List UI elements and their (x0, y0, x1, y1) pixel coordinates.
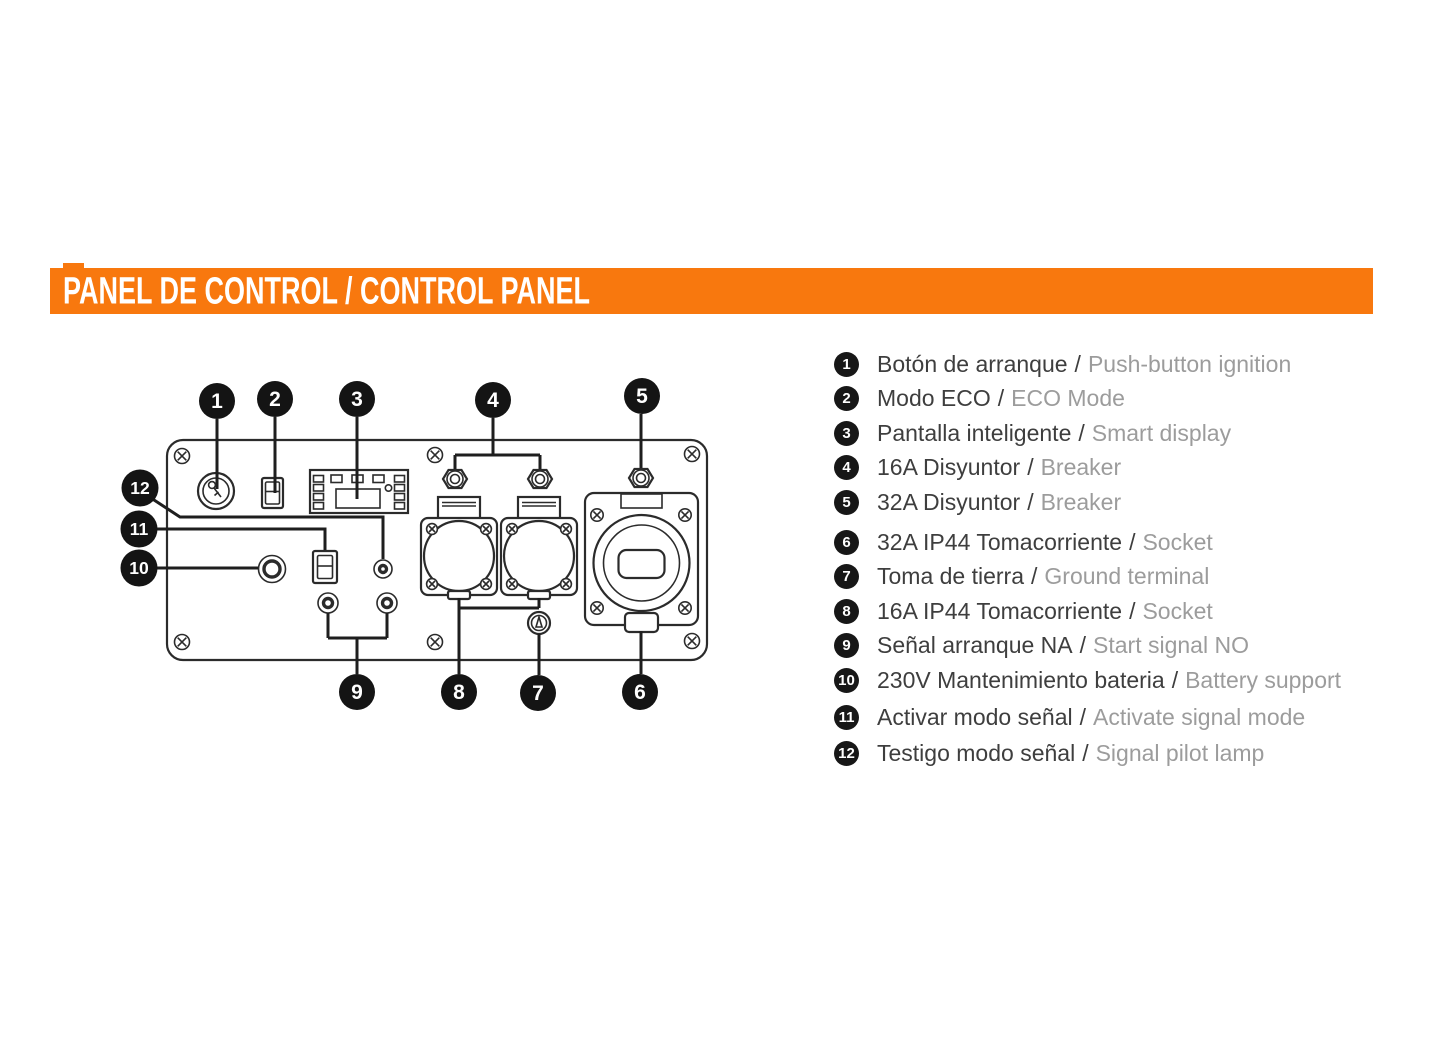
svg-text:9: 9 (351, 681, 363, 704)
legend-label-en: Battery support (1185, 666, 1342, 693)
legend-label-es: Señal arranque NA (877, 631, 1073, 658)
legend-separator: / (997, 384, 1005, 411)
legend-number-badge: 5 (834, 490, 859, 515)
svg-text:6: 6 (634, 681, 646, 704)
legend-separator: / (1074, 350, 1081, 377)
legend-label-en: Breaker (1040, 488, 1122, 515)
legend-label-es: 230V Mantenimiento bateria (877, 666, 1165, 693)
legend-item (834, 488, 1121, 516)
legend-number-badge: 1 (834, 352, 859, 377)
legend-label-es: Botón de arranque (877, 350, 1068, 377)
legend-label-es: Toma de tierra (877, 562, 1025, 589)
legend-number-badge: 8 (834, 599, 859, 624)
legend-item (834, 419, 1231, 447)
legend-item (834, 597, 1213, 625)
legend-separator: / (1129, 528, 1136, 555)
legend-label-en: Breaker (1040, 453, 1122, 480)
legend-separator: / (1079, 703, 1086, 730)
svg-text:12: 12 (130, 478, 150, 498)
legend-label-es: 16A IP44 Tomacorriente (877, 597, 1123, 624)
legend-separator: / (1031, 562, 1038, 589)
legend-number-badge: 2 (834, 386, 859, 411)
legend-label-en: Push-button ignition (1087, 350, 1292, 377)
legend-separator: / (1078, 419, 1085, 446)
legend-label-en: ECO Mode (1011, 384, 1125, 411)
legend-item (834, 666, 1341, 694)
legend-item (834, 384, 1125, 412)
legend-separator: / (1027, 488, 1034, 515)
legend-item (834, 350, 1291, 378)
legend-label-en: Start signal NO (1093, 631, 1249, 658)
legend-separator: / (1027, 453, 1034, 480)
legend-number-badge: 9 (834, 633, 859, 658)
legend-number-badge: 6 (834, 530, 859, 555)
legend-number-badge: 3 (834, 421, 859, 446)
legend-separator: / (1129, 597, 1136, 624)
section-title: PANEL DE CONTROL / CONTROL PANEL (63, 268, 591, 312)
legend-label-en: Socket (1142, 597, 1213, 624)
svg-text:11: 11 (129, 519, 149, 539)
legend-item (834, 528, 1213, 556)
svg-text:10: 10 (129, 558, 149, 578)
legend-label-en: Activate signal mode (1092, 703, 1306, 730)
legend-number-badge: 4 (834, 455, 859, 480)
legend-label-es: 16A Disyuntor (877, 453, 1021, 480)
legend-label-en: Smart display (1091, 419, 1232, 446)
svg-text:2: 2 (269, 388, 281, 411)
svg-text:7: 7 (532, 682, 544, 705)
legend-label-es: 32A IP44 Tomacorriente (877, 528, 1123, 555)
legend-label-en: Ground terminal (1044, 562, 1210, 589)
legend-separator: / (1079, 631, 1087, 658)
legend-item (834, 631, 1249, 659)
legend-number-badge: 7 (834, 564, 859, 589)
legend-number-badge: 11 (834, 705, 859, 730)
legend-label-es: 32A Disyuntor (877, 488, 1021, 515)
legend-number-badge: 10 (834, 668, 859, 693)
legend-label-en: Signal pilot lamp (1095, 739, 1265, 766)
svg-text:4: 4 (487, 389, 499, 412)
legend-item (834, 562, 1209, 590)
svg-text:5: 5 (636, 385, 648, 408)
legend-label-es: Activar modo señal (877, 703, 1073, 730)
svg-text:3: 3 (351, 388, 363, 411)
legend-item (834, 703, 1305, 731)
legend-label-es: Modo ECO (877, 384, 991, 411)
legend-number-badge: 12 (834, 741, 859, 766)
legend-label-es: Testigo modo señal (877, 739, 1076, 766)
legend-label-en: Socket (1142, 528, 1213, 555)
legend-item (834, 739, 1264, 767)
svg-text:8: 8 (453, 681, 465, 704)
legend-separator: / (1082, 739, 1089, 766)
legend-item (834, 453, 1121, 481)
legend-label-es: Pantalla inteligente (877, 419, 1072, 446)
legend-separator: / (1171, 666, 1179, 693)
svg-text:1: 1 (211, 390, 223, 413)
